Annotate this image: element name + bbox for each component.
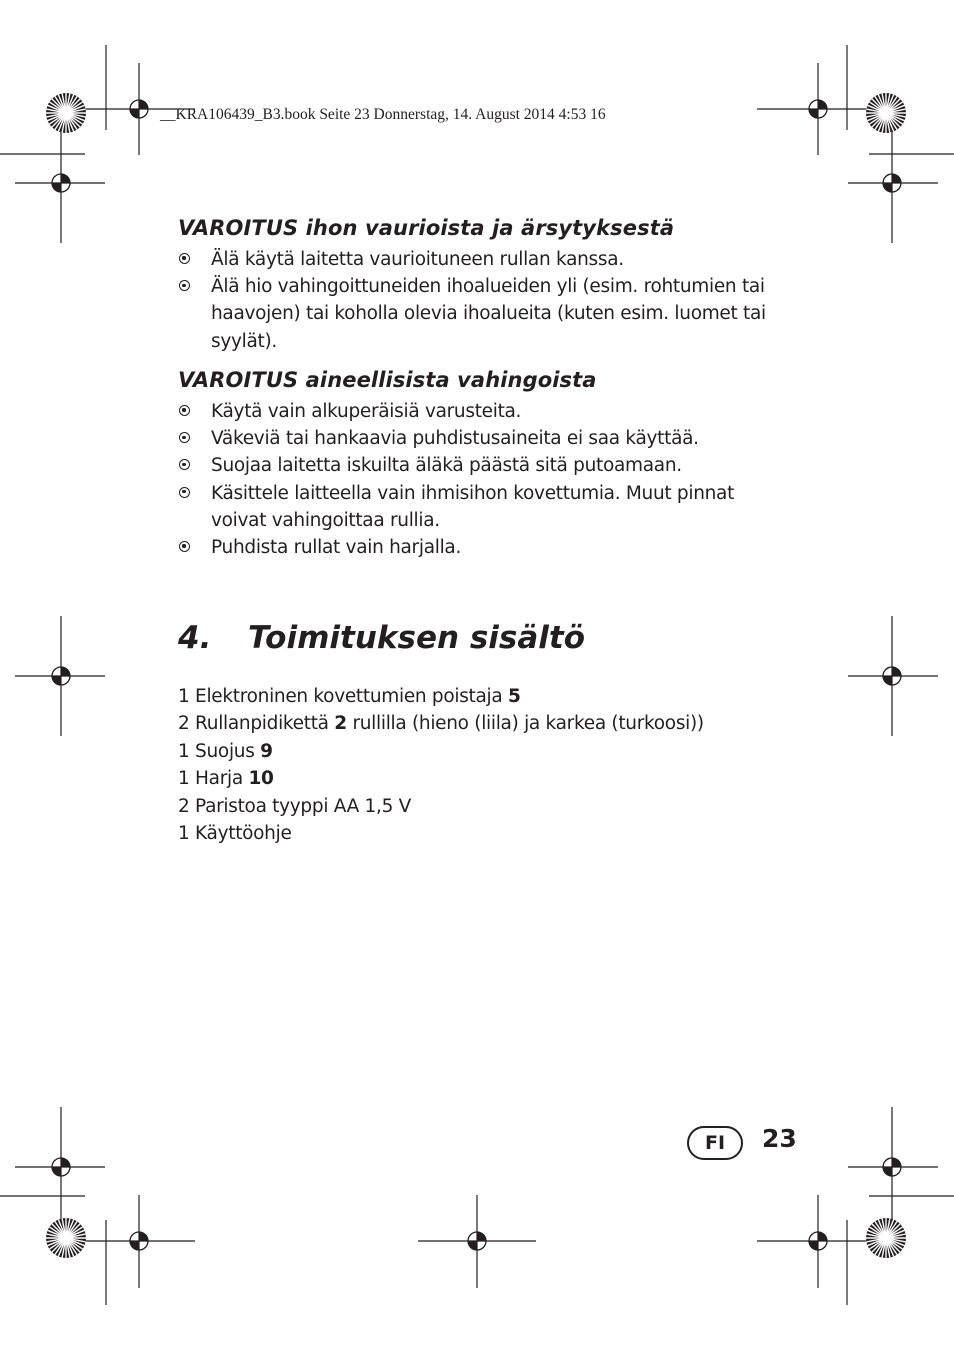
contents-list: [178, 683, 704, 847]
list-item: Väkeviä tai hankaavia puhdistusaineita ei saa käyttää.: [178, 425, 788, 452]
list-item: 2 Rullanpidikettä 2 rullilla (hieno (liila) ja karkea (turkoosi)): [178, 713, 704, 735]
warning-property-heading: VAROITUS aineellisista vahingoista: [178, 368, 597, 392]
list-item: 1 Harja 10: [178, 768, 274, 790]
list-item: 1 Käyttöohje: [178, 823, 292, 845]
section-number: 4.: [178, 620, 212, 656]
part-reference: 9: [260, 740, 273, 762]
warning-skin-list: [178, 246, 788, 355]
warning-property-list: [178, 398, 788, 561]
list-item: 1 Elektroninen kovettumien poistaja 5: [178, 686, 521, 707]
page-number: 23: [762, 1124, 797, 1153]
list-item: Älä käytä laitetta vaurioituneen rullan kanssa.: [178, 246, 788, 273]
part-reference: 10: [248, 768, 274, 790]
list-item: Käsittele laitteella vain ihmisihon kovettumia. Muut pinnat voivat vahingoittaa rullia.: [178, 480, 788, 534]
circle-bullet-icon: [179, 541, 190, 552]
circle-bullet-icon: [179, 253, 190, 264]
list-item: Suojaa laitetta iskuilta äläkä päästä sitä putoamaan.: [178, 452, 788, 479]
list-item: 2 Paristoa tyyppi AA 1,5 V: [178, 795, 412, 817]
circle-bullet-icon: [179, 432, 190, 443]
list-item: Käytä vain alkuperäisiä varusteita.: [178, 398, 788, 425]
part-reference: 5: [508, 686, 521, 707]
part-reference: 2: [334, 713, 347, 735]
language-badge: FI: [687, 1126, 743, 1160]
list-item: 1 Suojus 9: [178, 740, 273, 762]
list-item: Puhdista rullat vain harjalla.: [178, 534, 788, 561]
slug-line: __KRA106439_B3.book Seite 23 Donnerstag, 14. August 2014 4:53 16: [160, 106, 606, 123]
section-title-text: Toimituksen sisältö: [248, 620, 586, 656]
section-title: [178, 620, 585, 656]
circle-bullet-icon: [179, 487, 190, 498]
circle-bullet-icon: [179, 280, 190, 291]
warning-skin-heading: VAROITUS ihon vaurioista ja ärsytyksestä: [178, 216, 675, 240]
circle-bullet-icon: [179, 405, 190, 416]
circle-bullet-icon: [179, 459, 190, 470]
list-item: Älä hio vahingoittuneiden ihoalueiden yli (esim. rohtumien tai haavojen) tai koholla olevia ihoalueita (kuten esim. luomet tai syylät).: [178, 273, 788, 355]
